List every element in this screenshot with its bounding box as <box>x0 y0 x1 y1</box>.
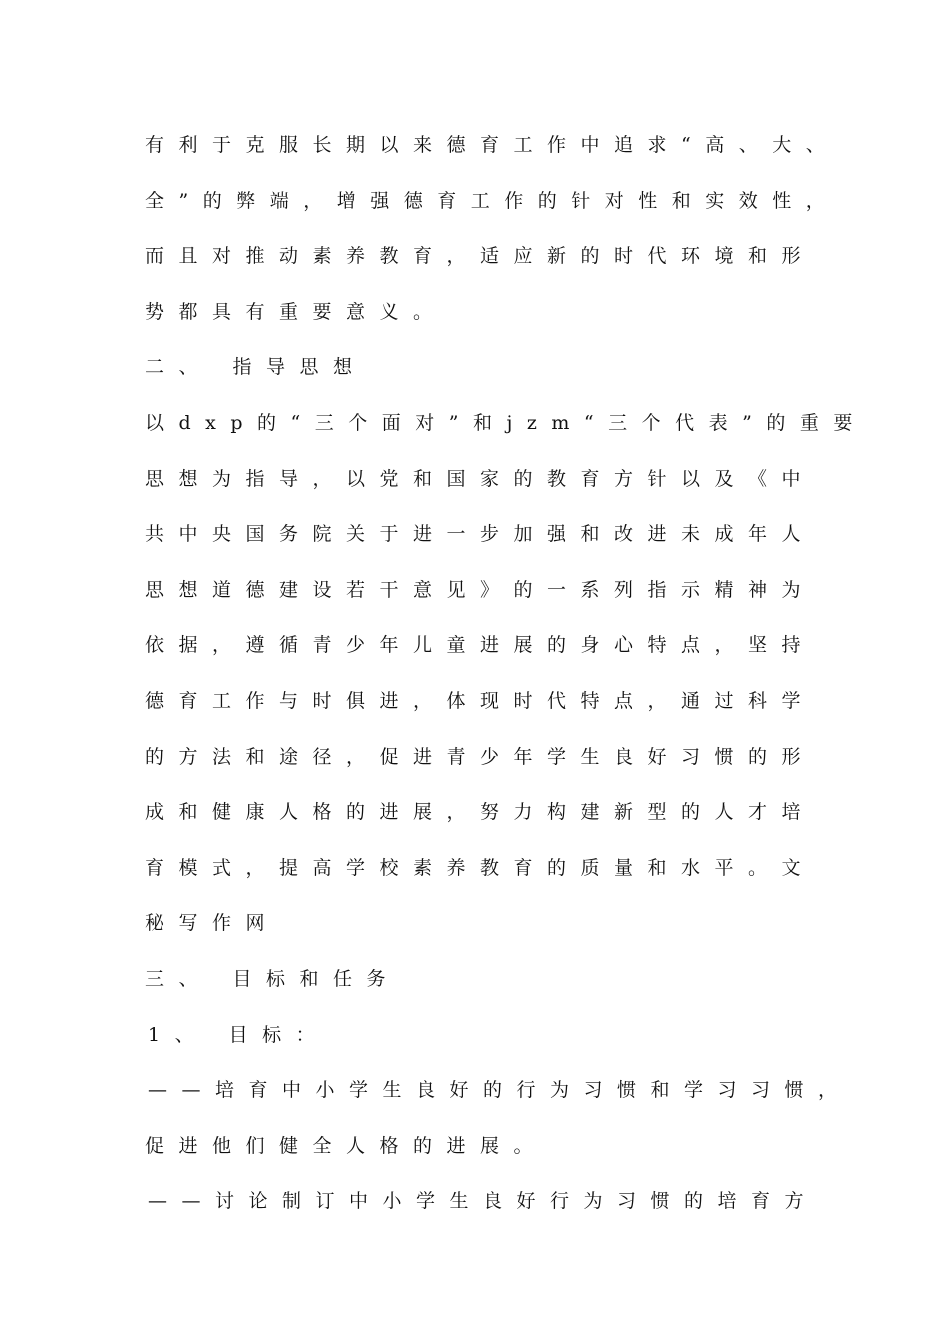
body-text-line: 而且对推动素养教育，适应新的时代环境和形 <box>145 245 816 267</box>
body-text-line: 的方法和途径，促进青少年学生良好习惯的形 <box>145 746 816 768</box>
body-text-line: 成和健康人格的进展，努力构建新型的人才培 <box>145 801 816 823</box>
list-item-line: 促进他们健全人格的进展。 <box>145 1135 548 1157</box>
body-text-line: 以dxp的“三个面对”和jzm“三个代表”的重要 <box>145 412 867 434</box>
body-text-line: 德育工作与时俱进，体现时代特点，通过科学 <box>145 690 816 712</box>
list-item-line: ——培育中小学生良好的行为习惯和学习习惯， <box>148 1079 852 1101</box>
body-text-line: 有利于克服长期以来德育工作中追求“高、大、 <box>145 134 840 156</box>
body-text-line: 势都具有重要意义。 <box>145 301 447 323</box>
body-text-line: 思想道德建设若干意见》的一系列指示精神为 <box>145 579 816 601</box>
section-heading: 二、 指导思想 <box>145 356 367 378</box>
body-text-line: 全”的弊端，增强德育工作的针对性和实效性， <box>145 190 840 212</box>
section-heading: 三、 目标和任务 <box>145 968 401 990</box>
body-text-line: 育模式，提高学校素养教育的质量和水平。文 <box>145 857 816 879</box>
subsection-heading: 1、 目标： <box>148 1024 330 1046</box>
body-text-line: 思想为指导，以党和国家的教育方针以及《中 <box>145 468 816 490</box>
body-text-line: 共中央国务院关于进一步加强和改进未成年人 <box>145 523 816 545</box>
body-text-line: 秘写作网 <box>145 912 280 934</box>
list-item-line: ——讨论制订中小学生良好行为习惯的培育方 <box>148 1190 819 1212</box>
body-text-line: 依据，遵循青少年儿童进展的身心特点，坚持 <box>145 634 816 656</box>
